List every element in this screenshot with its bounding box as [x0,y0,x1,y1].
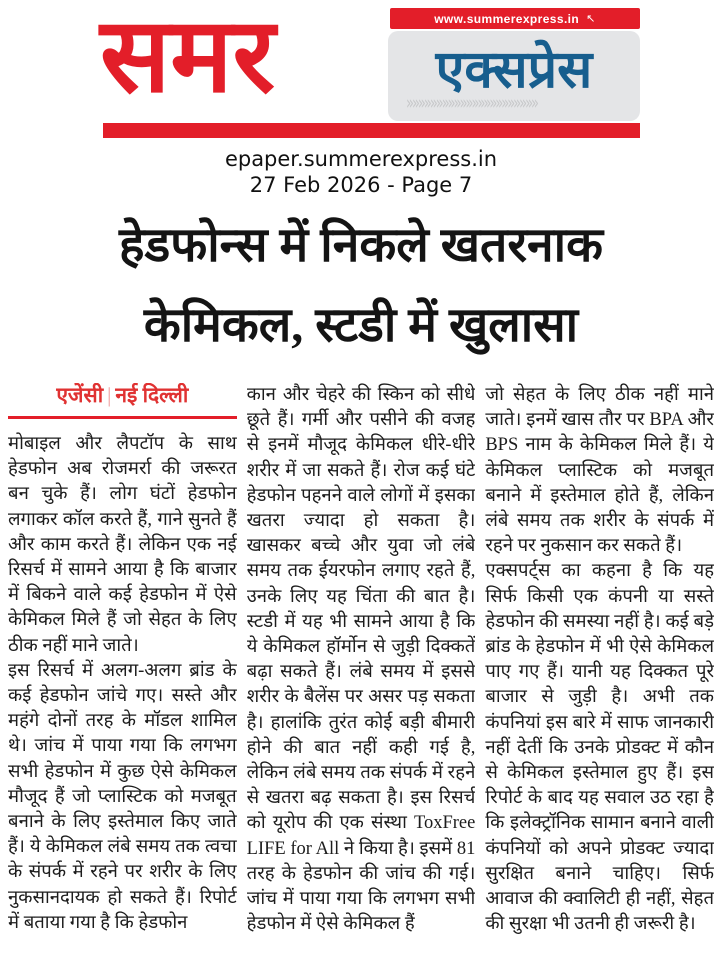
website-url[interactable]: www.summerexpress.in [434,11,580,26]
masthead-rule [103,123,640,138]
byline [56,383,188,407]
paragraph: इस रिसर्च में अलग-अलग ब्रांड के कई हेडफोन जांचे गए। सस्ते और महंगे दोनों तरह के मॉडल शामिल थे। जांच में पाया गया कि लगभग सभी हेडफोन में कुछ ऐसे केमिकल मौजूद हैं जो प्लास्टिक को मजबूत बनाने के लिए इस्तेमाल किए जाते हैं। ये केमिकल लंबे समय तक त्वचा के संपर्क में रहने पर शरीर के लिए नुकसानदायक हो सकते हैं। रिपोर्ट में बताया गया है कि हेडफोन [8,660,237,933]
chevrons-decoration: »»»»»»»»»»»»»»»»»»»»»» [406,93,537,115]
column-2 [247,383,476,949]
column-1 [8,383,237,949]
masthead [100,0,640,138]
paragraph: जो सेहत के लिए ठीक नहीं माने जाते। इनमें खास तौर पर BPA और BPS नाम के केमिकल मिले हैं। ये केमिकल प्लास्टिक को मजबूत बनाने में इस्तेमाल होते हैं, लेकिन लंबे समय तक शरीर के संपर्क में रहने पर नुकसान कर सकते हैं। [485,385,715,557]
logo-secondary-box [388,31,640,121]
date-page-number: 27 Feb 2026 - Page 7 [249,173,473,197]
byline-block [8,383,237,419]
cursor-arrow-icon: ↖ [586,13,596,25]
logo-express: एक्सप्रेस [435,42,593,99]
byline-separator: | [107,383,112,407]
article-headline [0,206,722,366]
byline-location: नई दिल्ली [115,383,189,407]
website-url-strip[interactable] [390,8,640,29]
article-body [8,383,714,949]
logo-summer: समर [100,0,276,114]
headline-line-1: हेडफोन्स में निकले खतरनाक [119,219,603,272]
paragraph: एक्सपर्ट्स का कहना है कि यह सिर्फ किसी एक कंपनी या सस्ते हेडफोन की समस्या नहीं है। कई बड़े ब्रांड के हेडफोन में भी ऐसे केमिकल पाए गए हैं। यानी यह दिक्कत पूरे बाजार से जुड़ी है। अभी तक कंपनियां इस बारे में साफ जानकारी नहीं देतीं कि उनके प्रोडक्ट में कौन से केमिकल इस्तेमाल हुए हैं। इस रिपोर्ट के बाद यह सवाल उठ रहा है कि इलेक्ट्रॉनिक सामान बनाने वाली कंपनियों को अपने प्रोडक्ट ज्यादा सुरक्षित बनाने चाहिए। सिर्फ आवाज की क्वालिटी ही नहीं, सेहत की सुरक्षा भी उतनी ही जरूरी है। [485,561,715,935]
column-3 [485,383,714,949]
epaper-site: epaper.summerexpress.in [224,147,498,171]
paragraph: मोबाइल और लैपटॉप के साथ हेडफोन अब रोजमर्रा की जरूरत बन चुके हैं। लोग घंटों हेडफोन लगाकर कॉल करते हैं, गाने सुनते हैं और काम करते हैं। लेकिन एक नई रिसर्च में सामने आया है कि बाजार में बिकने वाले कई हेडफोन में ऐसे केमिकल मिले हैं जो सेहत के लिए ठीक नहीं माने जाते। [8,434,237,656]
headline-line-2: केमिकल, स्टडी में खुलासा [143,299,579,352]
paragraph: कान और चेहरे की स्किन को सीधे छूते हैं। गर्मी और पसीने की वजह से इनमें मौजूद केमिकल धीरे-धीरे शरीर में जा सकते हैं। रोज कई घंटे हेडफोन पहनने वाले लोगों में इसका खतरा ज्यादा हो सकता है। खासकर बच्चे और युवा जो लंबे समय तक ईयरफोन लगाए रहते हैं, उनके लिए यह चिंता की बात है। स्टडी में यह भी सामने आया है कि ये केमिकल हॉर्मोन से जुड़ी दिक्कतें बढ़ा सकते हैं। लंबे समय में इससे शरीर के बैलेंस पर असर पड़ सकता है। हालांकि तुरंत कोई बड़ी बीमारी होने की बात नहीं कही गई है, लेकिन लंबे समय तक संपर्क में रहने से खतरा बढ़ सकता है। इस रिसर्च को यूरोप की एक संस्था ToxFree LIFE for All ने किया है। इसमें 81 तरह के हेडफोन की जांच की गई। जांच में पाया गया कि लगभग सभी हेडफोन में ऐसे केमिकल हैं [246,385,476,935]
byline-agency: एजेंसी [56,383,104,407]
page-meta [0,146,722,198]
